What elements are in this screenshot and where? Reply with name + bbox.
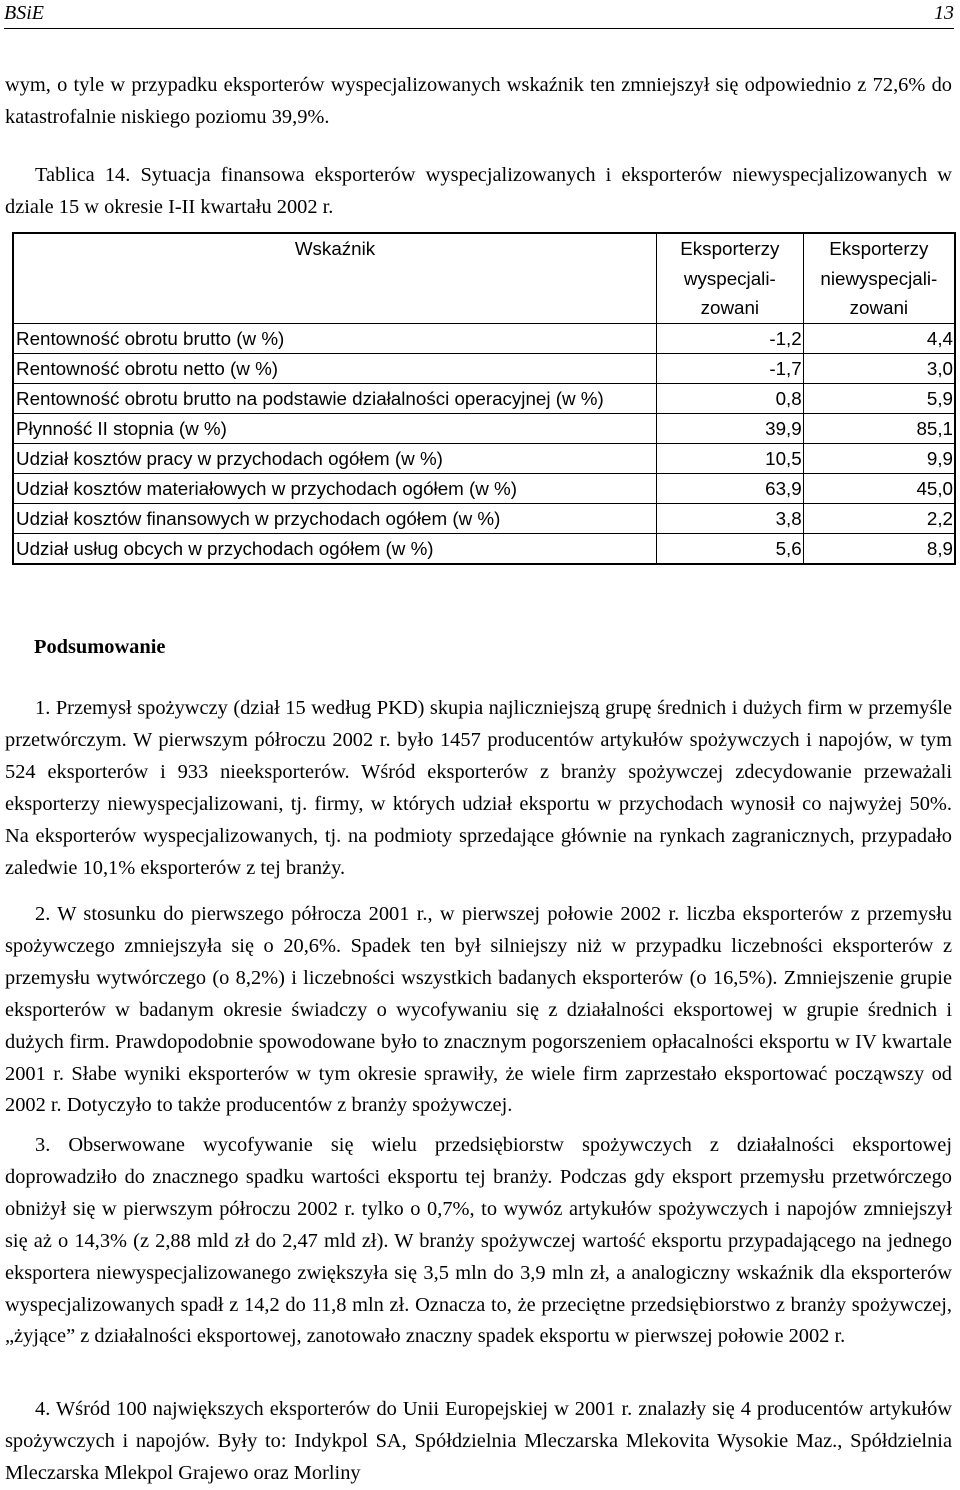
- header-specialized: Eksporterzy wyspecjalizowani: [657, 233, 804, 323]
- table-row: [13, 503, 955, 533]
- value-specialized: -1,7: [657, 353, 804, 383]
- journal-name: BSiE: [4, 2, 44, 24]
- value-non-specialized: 9,9: [803, 443, 955, 473]
- value-non-specialized: 8,9: [803, 533, 955, 564]
- table-row: [13, 413, 955, 443]
- row-label: Udział usług obcych w przychodach ogółem (w %): [13, 533, 657, 564]
- table-row: [13, 533, 955, 564]
- value-specialized: 10,5: [657, 443, 804, 473]
- summary-point-4: 4. Wśród 100 największych eksporterów do Unii Europejskiej w 2001 r. znalazły się 4 producentów artykułów spożywczych i napojów. Były to: Indykpol SA, Spółdzielnia Mleczarska Mlekovita Wysokie Maz., Spółdzielnia Mleczarska Mlekpol Grajewo oraz Morliny: [5, 1398, 952, 1484]
- value-non-specialized: 3,0: [803, 353, 955, 383]
- row-label: Rentowność obrotu brutto na podstawie działalności operacyjnej (w %): [13, 383, 657, 413]
- table-row: [13, 383, 955, 413]
- financial-table: [12, 232, 956, 565]
- summary-heading: Podsumowanie: [34, 636, 166, 658]
- value-specialized: 39,9: [657, 413, 804, 443]
- summary-point-1: 1. Przemysł spożywczy (dział 15 według PKD) skupia najliczniejszą grupę średnich i dużych firm w przemyśle przetwórczym. W pierwszym półroczu 2002 r. było 1457 producentów artykułów spożywczych i napojów, w tym 524 eksporterów i 933 nieeksporterów. Wśród eksporterów z branży spożywczej zdecydowanie przeważali eksporterzy niewyspecjalizowani, tj. firmy, w których udział eksportu w przychodach wynosił co najwyżej 50%. Na eksporterów wyspecjalizowanych, tj. na podmioty sprzedające głównie na rynkach zagranicznych, przypadało zaledwie 10,1% eksporterów z tej branży.: [5, 697, 952, 879]
- row-label: Udział kosztów materiałowych w przychodach ogółem (w %): [13, 473, 657, 503]
- value-specialized: -1,2: [657, 323, 804, 353]
- table-caption: Tablica 14. Sytuacja finansowa eksporterów wyspecjalizowanych i eksporterów niewyspecjalizowanych w dziale 15 w okresie I-II kwartału 2002 r.: [5, 164, 952, 218]
- header-indicator: Wskaźnik: [13, 233, 657, 323]
- row-label: Udział kosztów finansowych w przychodach ogółem (w %): [13, 503, 657, 533]
- table-header-row: [13, 233, 955, 323]
- value-specialized: 5,6: [657, 533, 804, 564]
- value-specialized: 3,8: [657, 503, 804, 533]
- page-header: [4, 0, 954, 29]
- value-non-specialized: 85,1: [803, 413, 955, 443]
- value-non-specialized: 45,0: [803, 473, 955, 503]
- row-label: Udział kosztów pracy w przychodach ogółem (w %): [13, 443, 657, 473]
- table-row: [13, 443, 955, 473]
- value-non-specialized: 5,9: [803, 383, 955, 413]
- value-specialized: 63,9: [657, 473, 804, 503]
- table-row: [13, 473, 955, 503]
- value-specialized: 0,8: [657, 383, 804, 413]
- row-label: Rentowność obrotu brutto (w %): [13, 323, 657, 353]
- row-label: Rentowność obrotu netto (w %): [13, 353, 657, 383]
- summary-point-3: 3. Obserwowane wycofywanie się wielu przedsiębiorstw spożywczych z działalności eksportowej doprowadziło do znacznego spadku wartości eksportu tej branży. Podczas gdy eksport przemysłu przetwórczego obniżył się w pierwszym półroczu 2002 r. tylko o 0,7%, to wywóz artykułów spożywczych i napojów zmniejszył się aż o 14,3% (z 2,88 mld zł do 2,47 mld zł). W branży spożywczej wartość eksportu przypadającego na jednego eksportera niewyspecjalizowanego zwiększyła się 3,5 mln do 3,9 mln zł, a analogiczny wskaźnik dla eksporterów wyspecjalizowanych spadł z 14,2 do 11,8 mln zł. Oznacza to, że przeciętne przedsiębiorstwo z branży spożywczej, „żyjące” z działalności eksportowej, zanotowało znaczny spadek eksportu w pierwszej połowie 2002 r.: [5, 1134, 952, 1348]
- summary-point-2: 2. W stosunku do pierwszego półrocza 2001 r., w pierwszej połowie 2002 r. liczba eksporterów z przemysłu spożywczego zmniejszyła się o 20,6%. Spadek ten był silniejszy niż w przypadku liczebności eksporterów z przemysłu wytwórczego (o 8,2%) i liczebności wszystkich badanych eksporterów (o 16,5%). Zmniejszenie grupie eksporterów w badanym okresie świadczy o wycofywaniu się z działalności eksportowej w grupie średnich i dużych firm. Prawdopodobnie spowodowane było to znacznym pogorszeniem opłacalności eksportu w IV kwartale 2001 r. Słabe wyniki eksporterów w tym okresie sprawiły, że wiele firm zaprzestało eksportować począwszy od 2002 r. Dotyczyło to także producentów z branży spożywczej.: [5, 903, 952, 1117]
- table-row: [13, 323, 955, 353]
- table-row: [13, 353, 955, 383]
- row-label: Płynność II stopnia (w %): [13, 413, 657, 443]
- value-non-specialized: 2,2: [803, 503, 955, 533]
- intro-paragraph: wym, o tyle w przypadku eksporterów wyspecjalizowanych wskaźnik ten zmniejszył się odpowiednio z 72,6% do katastrofalnie niskiego poziomu 39,9%.: [5, 74, 952, 128]
- header-non-specialized: Eksporterzy niewyspecjalizowani: [803, 233, 955, 323]
- value-non-specialized: 4,4: [803, 323, 955, 353]
- page-number: 13: [934, 2, 954, 24]
